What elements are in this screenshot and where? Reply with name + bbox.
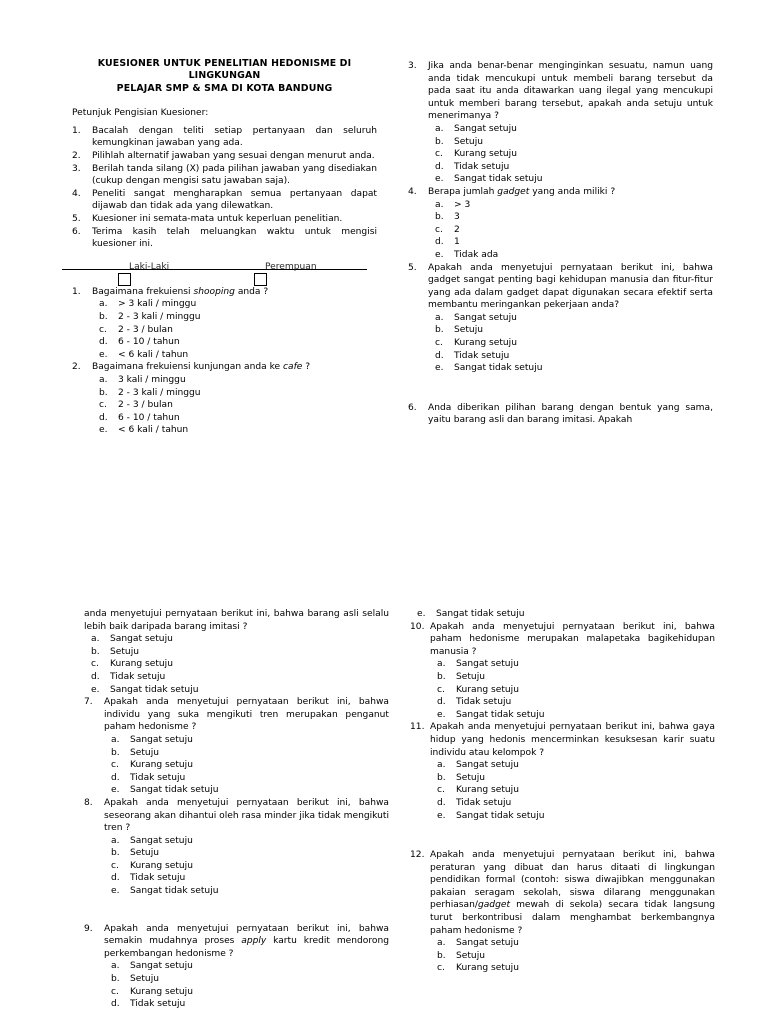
option-text: Setuju	[130, 747, 159, 758]
option-letter: c.	[437, 785, 445, 796]
option-letter: d.	[435, 350, 444, 361]
question-text-part: Apakah anda menyetujui pernyataan berikut ini, bahwa semakin mudahnya proses	[104, 923, 389, 947]
option-letter: c.	[111, 986, 119, 997]
option-text: Setuju	[454, 136, 483, 147]
instruction-text: Bacalah dengan teliti setiap pertanyaan dan seluruh kemungkinan jawaban yang ada.	[92, 125, 377, 149]
option-text: Sangat tidak setuju	[454, 363, 543, 374]
question-text-emphasis: gadget	[497, 186, 530, 197]
option-text: Tidak ada	[454, 249, 499, 260]
option-text: Tidak setuju	[456, 797, 512, 808]
option-c[interactable]	[428, 337, 713, 350]
option-letter: e.	[437, 810, 446, 821]
question-6-continuation: anda menyetujui pernyataan berikut ini, bahwa barang asli selalu lebih baik daripada barang imitasi ?	[84, 609, 389, 632]
option-letter: c.	[435, 224, 443, 235]
option-letter: a.	[111, 835, 120, 846]
option-b[interactable]	[430, 671, 715, 684]
gender-label-female: Perempuan	[265, 261, 317, 272]
option-e[interactable]	[92, 349, 377, 362]
question-text	[92, 286, 377, 299]
question-3	[408, 60, 713, 186]
option-b[interactable]	[104, 847, 389, 860]
gender-checkbox-female[interactable]	[254, 273, 267, 286]
question-number: 9.	[84, 923, 93, 934]
option-letter: e.	[435, 363, 444, 374]
option-text: Setuju	[130, 974, 159, 985]
option-d[interactable]	[84, 671, 389, 684]
option-list	[428, 312, 713, 375]
option-list	[104, 734, 389, 797]
option-list	[92, 374, 377, 437]
question-number: 6.	[408, 402, 417, 413]
option-letter: b.	[437, 671, 446, 682]
option-text: Kurang setuju	[130, 760, 193, 771]
option-d[interactable]	[104, 998, 389, 1011]
option-letter: a.	[99, 374, 108, 385]
option-text: Sangat setuju	[110, 634, 173, 645]
option-c[interactable]	[92, 324, 377, 337]
option-text: Sangat tidak setuju	[456, 709, 545, 720]
option-letter: b.	[437, 950, 446, 961]
option-text: Kurang setuju	[454, 338, 517, 349]
option-a[interactable]	[428, 312, 713, 325]
option-letter: d.	[435, 237, 444, 248]
option-b[interactable]	[84, 646, 389, 659]
question-text: Jika anda benar-benar menginginkan sesuatu, namun uang anda tidak mencukupi untuk membeli barang tersebut da pada saat itu anda ditawarkan uang ilegal yang mencukupi untuk memberi barang tersebut, apakah anda setuju untuk menerimanya ?	[428, 61, 713, 122]
option-c[interactable]	[430, 684, 715, 697]
option-text: > 3 kali / minggu	[118, 299, 197, 310]
instruction-text: Peneliti sangat mengharapkan semua pertanyaan dapat dijawab dan tidak ada yang dilewatkan.	[92, 188, 377, 212]
question-list-page1-right	[408, 60, 713, 427]
option-letter: d.	[99, 412, 108, 423]
page-title	[72, 58, 377, 95]
option-a[interactable]	[104, 960, 389, 973]
instruction-number: 3.	[72, 163, 81, 174]
option-e[interactable]	[92, 424, 377, 437]
option-text: Kurang setuju	[454, 149, 517, 160]
page2-right-column	[410, 608, 715, 975]
option-letter: d.	[99, 337, 108, 348]
horizontal-rule	[62, 269, 367, 270]
page-title-line-1: KUESIONER UNTUK PENELITIAN HEDONISME DI LINGKUNGAN	[97, 58, 352, 82]
question-list-page2-right	[410, 621, 715, 975]
option-letter: c.	[99, 324, 107, 335]
option-letter: a.	[437, 659, 446, 670]
option-text: Setuju	[130, 848, 159, 859]
option-list	[428, 199, 713, 262]
gender-checkbox-male[interactable]	[118, 273, 131, 286]
question-number: 4.	[408, 186, 417, 197]
option-a[interactable]	[104, 835, 389, 848]
option-text: Sangat setuju	[454, 123, 517, 134]
option-letter: e.	[437, 709, 446, 720]
option-e[interactable]	[104, 784, 389, 797]
option-b[interactable]	[104, 973, 389, 986]
option-text: Setuju	[456, 950, 485, 961]
question-text-emphasis: apply	[241, 936, 267, 947]
option-letter: c.	[435, 338, 443, 349]
option-letter: e.	[99, 425, 108, 436]
page-title-line-2: PELAJAR SMP & SMA DI KOTA BANDUNG	[116, 82, 333, 94]
option-text: Tidak setuju	[456, 697, 512, 708]
option-letter: c.	[111, 760, 119, 771]
option-a[interactable]	[430, 937, 715, 950]
option-d[interactable]	[92, 412, 377, 425]
option-a[interactable]	[430, 759, 715, 772]
page1-left-column	[72, 58, 377, 437]
option-text: Sangat setuju	[456, 760, 519, 771]
instruction-item	[72, 226, 377, 251]
option-d[interactable]	[428, 236, 713, 249]
option-a[interactable]	[92, 374, 377, 387]
option-text: Kurang setuju	[456, 684, 519, 695]
option-c[interactable]	[104, 986, 389, 999]
question-1	[72, 286, 377, 362]
option-d[interactable]	[430, 696, 715, 709]
question-10	[410, 621, 715, 722]
instruction-number: 6.	[72, 226, 81, 237]
option-text: < 6 kali / tahun	[118, 349, 189, 360]
option-text: 2 - 3 / bulan	[118, 400, 173, 411]
option-text: 6 - 10 / tahun	[118, 412, 180, 423]
option-text: Sangat setuju	[456, 659, 519, 670]
page-2	[0, 560, 768, 1024]
option-d[interactable]	[428, 161, 713, 174]
option-text: < 6 kali / tahun	[118, 425, 189, 436]
option-letter: c.	[99, 400, 107, 411]
option-d[interactable]	[92, 336, 377, 349]
option-e[interactable]	[430, 709, 715, 722]
option-text: 2	[454, 224, 460, 235]
question-number: 3.	[408, 61, 417, 71]
option-list	[104, 960, 389, 1010]
option-letter: d.	[111, 873, 120, 884]
option-e[interactable]	[428, 173, 713, 186]
intro-heading: Petunjuk Pengisian Kuesioner:	[72, 108, 209, 119]
gender-label-male: Laki-Laki	[129, 261, 170, 272]
question-text: Anda diberikan pilihan barang dengan bentuk yang sama, yaitu barang asli dan barang imitasi. Apakah	[428, 402, 713, 426]
option-b[interactable]	[92, 311, 377, 324]
option-text: Kurang setuju	[456, 785, 519, 796]
option-a[interactable]	[92, 298, 377, 311]
option-text: 2 - 3 kali / minggu	[118, 311, 201, 322]
option-text: Sangat setuju	[130, 961, 193, 972]
question-list-page1-left	[72, 286, 377, 437]
instruction-item	[72, 150, 377, 163]
option-letter: e.	[435, 249, 444, 260]
option-letter: a.	[435, 312, 444, 323]
question-text-part: Bagaimana frekuiensi kunjungan anda ke	[92, 362, 284, 373]
option-text: Kurang setuju	[110, 659, 173, 670]
question-text-part: Apakah anda menyetujui pernyataan berikut ini, bahwa peraturan yang dibuat dan harus ditaati di lingkungan pendidikan formal (contoh: siswa diwajibkan menggunakan pakaian seragam sekolah, siswa dilarang menggunakan perhiasan/	[430, 850, 715, 911]
option-e[interactable]	[428, 249, 713, 262]
page1-right-column	[408, 60, 713, 427]
option-letter: b.	[91, 646, 100, 657]
option-text: Kurang setuju	[130, 986, 193, 997]
option-e[interactable]	[104, 885, 389, 898]
option-d[interactable]	[104, 872, 389, 885]
option-letter: a.	[437, 760, 446, 771]
option-letter: c.	[435, 149, 443, 160]
option-b[interactable]	[428, 211, 713, 224]
option-letter: a.	[91, 634, 100, 645]
option-a[interactable]	[84, 633, 389, 646]
question-number: 5.	[408, 262, 417, 273]
question-text: Apakah anda menyetujui pernyataan berikut ini, bahwa gaya hidup yang hedonis mencerminkan kesuksesan karir suatu individu atau kelompok ?	[430, 722, 715, 758]
option-text: Setuju	[454, 325, 483, 336]
instruction-text: Pilihlah alternatif jawaban yang sesuai dengan menurut anda.	[92, 151, 375, 161]
option-list-question-6	[84, 633, 389, 696]
option-letter: b.	[111, 974, 120, 985]
option-letter: b.	[437, 772, 446, 783]
option-d[interactable]	[430, 797, 715, 810]
page2-left-column	[84, 608, 389, 1011]
option-c[interactable]	[92, 399, 377, 412]
question-text: Apakah anda menyetujui pernyataan berikut ini, bahwa paham hedonisme merupakan malapetaka bagikehidupan manusia ?	[430, 621, 715, 657]
option-c[interactable]	[84, 658, 389, 671]
option-c[interactable]	[104, 759, 389, 772]
option-b[interactable]	[428, 324, 713, 337]
option-letter: b.	[435, 325, 444, 336]
option-a[interactable]	[428, 123, 713, 136]
option-list-question-9-continuation	[410, 608, 715, 621]
question-list-page2-left	[84, 696, 389, 1011]
question-text: Apakah anda menyetujui pernyataan berikut ini, bahwa seseorang akan dihantui oleh rasa minder jika tidak mengikuti tren ?	[104, 797, 389, 834]
question-text: Apakah anda menyetujui pernyataan berikut ini, bahwa individu yang suka mengikuti tren merupakan penganut paham hedonisme ?	[104, 697, 389, 733]
question-text	[430, 849, 715, 937]
question-number: 12.	[410, 850, 425, 861]
option-text: Tidak setuju	[130, 772, 186, 783]
question-number: 10.	[410, 621, 425, 632]
option-letter: d.	[437, 697, 446, 708]
instruction-number: 2.	[72, 151, 81, 161]
question-number: 8.	[84, 797, 93, 808]
option-letter: b.	[99, 311, 108, 322]
option-list	[92, 298, 377, 361]
question-5	[408, 262, 713, 375]
question-number: 1.	[72, 286, 81, 297]
option-text: Sangat tidak setuju	[110, 684, 199, 695]
question-text-part: anda ?	[234, 286, 269, 297]
gender-selection	[72, 260, 377, 286]
instruction-item	[72, 125, 377, 150]
option-e[interactable]	[84, 684, 389, 697]
option-letter: a.	[111, 961, 120, 972]
option-e[interactable]	[428, 362, 713, 375]
instruction-list	[72, 125, 377, 251]
option-text: 6 - 10 / tahun	[118, 337, 180, 348]
instruction-item	[72, 188, 377, 213]
option-c[interactable]	[428, 148, 713, 161]
option-text: Sangat tidak setuju	[454, 174, 543, 185]
instruction-text: Berilah tanda silang (X) pada pilihan jawaban yang disediakan (cukup dengan mengisi satu jawaban saja).	[92, 163, 377, 187]
option-c[interactable]	[428, 224, 713, 237]
option-text: Tidak setuju	[110, 671, 166, 682]
question-text-part: kartu kredit mendorong perkembangan hedonisme ?	[104, 936, 390, 959]
option-letter: d.	[111, 999, 120, 1010]
option-letter: a.	[111, 734, 120, 745]
option-text: Kurang setuju	[456, 963, 519, 974]
option-list	[430, 937, 715, 975]
option-list	[430, 658, 715, 721]
option-list	[428, 123, 713, 186]
option-letter: b.	[435, 136, 444, 147]
option-b[interactable]	[430, 950, 715, 963]
option-d[interactable]	[104, 772, 389, 785]
option-text: Tidak setuju	[130, 873, 186, 884]
option-letter: c.	[437, 684, 445, 695]
instruction-item	[72, 163, 377, 188]
question-9	[84, 923, 389, 1011]
option-text: Sangat tidak setuju	[436, 609, 525, 619]
option-d[interactable]	[428, 350, 713, 363]
option-letter: a.	[435, 199, 444, 210]
option-letter: b.	[111, 747, 120, 758]
question-number: 2.	[72, 362, 81, 373]
question-text-emphasis: cafe	[283, 362, 303, 373]
option-text: Kurang setuju	[130, 860, 193, 871]
option-text: 3	[454, 212, 460, 223]
question-text-emphasis: gadget	[477, 900, 511, 911]
option-letter: e.	[111, 886, 120, 897]
option-letter: d.	[91, 671, 100, 682]
option-c[interactable]	[430, 784, 715, 797]
option-text: Sangat setuju	[454, 312, 517, 323]
option-letter: d.	[435, 161, 444, 172]
question-4	[408, 186, 713, 262]
option-letter: c.	[437, 963, 445, 974]
option-c[interactable]	[104, 860, 389, 873]
option-e[interactable]	[430, 810, 715, 823]
question-2	[72, 361, 377, 437]
option-text: Sangat setuju	[456, 938, 519, 949]
option-letter: c.	[111, 860, 119, 871]
option-letter: d.	[437, 797, 446, 808]
question-text-part: yang anda miliki ?	[529, 186, 616, 197]
question-text-part: ?	[302, 362, 311, 373]
option-text: 2 - 3 kali / minggu	[118, 387, 201, 398]
option-text: 3 kali / minggu	[118, 374, 186, 385]
question-6	[408, 402, 713, 427]
option-letter: c.	[91, 659, 99, 670]
option-letter: b.	[435, 212, 444, 223]
question-text	[104, 923, 389, 961]
option-text: Sangat setuju	[130, 734, 193, 745]
option-b[interactable]	[430, 772, 715, 785]
option-letter: a.	[99, 299, 108, 310]
option-letter: d.	[111, 772, 120, 783]
question-text-part: Berapa jumlah	[428, 186, 498, 197]
question-number: 11.	[410, 722, 425, 733]
question-text	[92, 361, 377, 374]
option-letter: e.	[417, 609, 426, 619]
option-text: Tidak setuju	[454, 161, 510, 172]
option-letter: a.	[435, 123, 444, 134]
option-text: Sangat tidak setuju	[130, 785, 219, 796]
question-number: 7.	[84, 697, 93, 708]
option-text: Sangat tidak setuju	[456, 810, 545, 821]
option-c[interactable]	[430, 962, 715, 975]
question-text: Apakah anda menyetujui pernyataan berikut ini, bahwa gadget sangat penting bagi kehidupan manusia dan fitur-fitur yang ada dalam gadget dapat digunakan secara efektif serta membantu meringankan pekerjaan anda?	[428, 262, 713, 311]
instruction-number: 5.	[72, 213, 81, 224]
option-b[interactable]	[92, 387, 377, 400]
option-b[interactable]	[428, 136, 713, 149]
option-text: Setuju	[456, 772, 485, 783]
question-text-part: Bagaimana frekuiensi	[92, 286, 194, 297]
option-text: Sangat setuju	[130, 835, 193, 846]
option-text: 2 - 3 / bulan	[118, 324, 173, 335]
question-8	[84, 797, 389, 898]
instruction-text: Kuesioner ini semata-mata untuk keperluan penelitian.	[92, 213, 343, 224]
option-letter: e.	[99, 349, 108, 360]
option-text: Sangat tidak setuju	[130, 886, 219, 897]
question-11	[410, 721, 715, 822]
option-text: Tidak setuju	[130, 999, 186, 1010]
question-text-emphasis: shooping	[193, 286, 235, 297]
question-text-part: mewah di sekola) secara tidak langsung turut berkontribusi dalam menghambat berkembangnya paham hedonisme ?	[430, 900, 715, 936]
option-list	[430, 759, 715, 822]
option-list	[104, 835, 389, 898]
instruction-text: Terima kasih telah meluangkan waktu untuk mengisi kuesioner ini.	[92, 226, 377, 250]
option-letter: e.	[435, 174, 444, 185]
option-text: > 3	[454, 199, 471, 210]
option-b[interactable]	[104, 747, 389, 760]
option-text: Setuju	[110, 646, 139, 657]
instruction-number: 1.	[72, 125, 81, 136]
option-a[interactable]	[430, 658, 715, 671]
option-letter: e.	[91, 684, 100, 695]
option-e[interactable]	[410, 608, 715, 621]
option-text: Setuju	[456, 671, 485, 682]
option-letter: e.	[111, 785, 120, 796]
option-letter: b.	[111, 848, 120, 859]
option-letter: a.	[437, 938, 446, 949]
question-text	[428, 186, 713, 199]
question-7	[84, 696, 389, 797]
option-text: Tidak setuju	[454, 350, 510, 361]
option-a[interactable]	[428, 199, 713, 212]
option-a[interactable]	[104, 734, 389, 747]
option-text: 1	[454, 237, 460, 248]
instruction-item	[72, 213, 377, 226]
instruction-number: 4.	[72, 188, 81, 199]
question-12	[410, 849, 715, 975]
option-letter: b.	[99, 387, 108, 398]
